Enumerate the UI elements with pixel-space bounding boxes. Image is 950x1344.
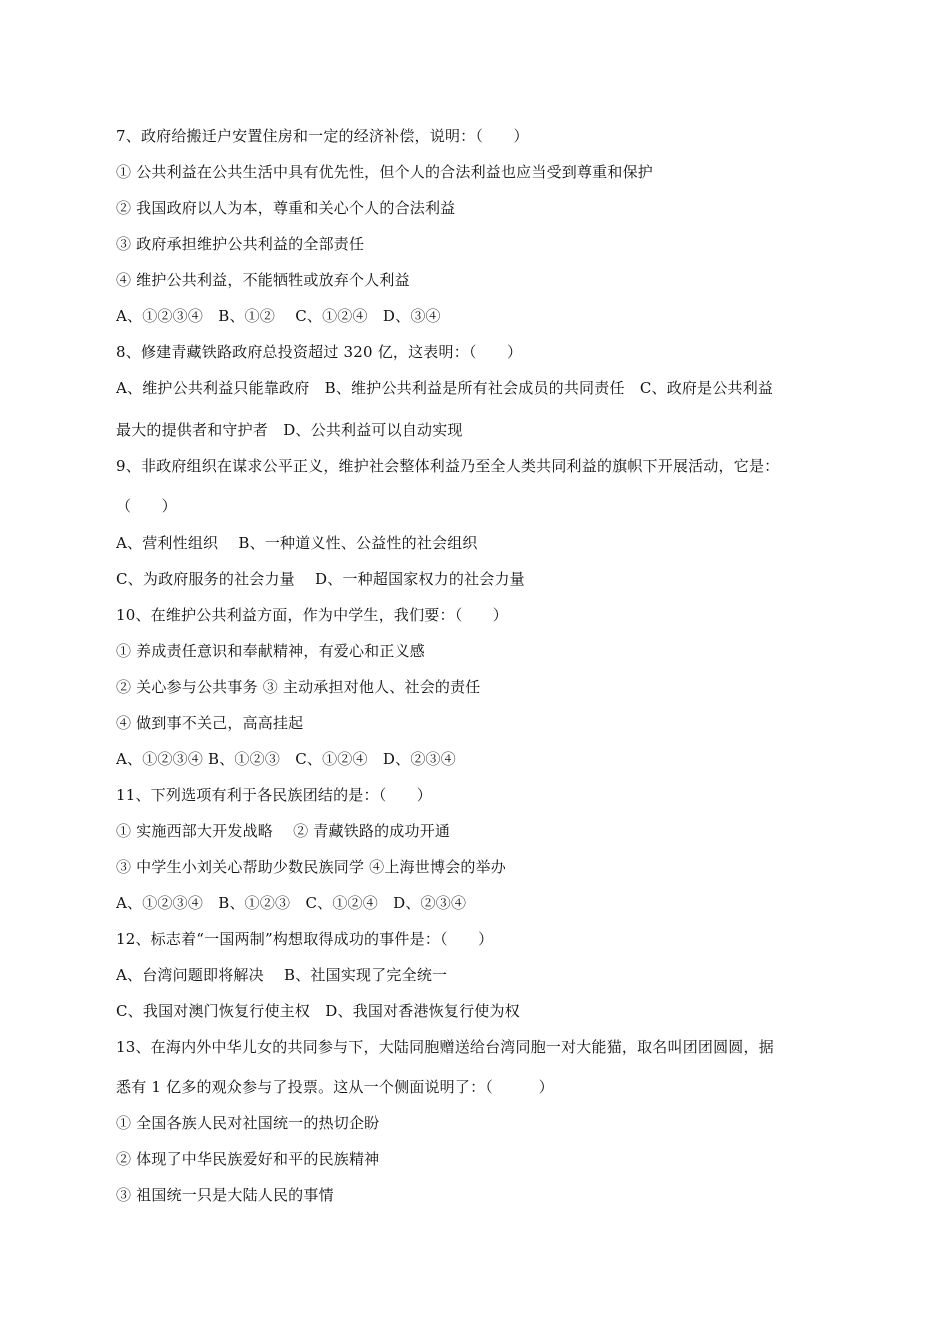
question-7-options: A、①②③④ B、①② C、①②④ D、③④ — [116, 307, 441, 325]
question-11-stem: 11、下列选项有利于各民族团结的是：（ ） — [116, 786, 432, 804]
question-10-stem: 10、在维护公共利益方面，作为中学生，我们要：（ ） — [116, 606, 508, 624]
question-8-options-line-2: 最大的提供者和守护者 D、公共利益可以自动实现 — [116, 421, 463, 439]
question-13-statement-2: ② 体现了中华民族爱好和平的民族精神 — [116, 1150, 380, 1168]
question-13-stem-line-1: 13、在海内外中华儿女的共同参与下，大陆同胞赠送给台湾同胞一对大能猫，取名叫团团圆圆，据 — [116, 1038, 774, 1056]
question-9-answer-blank: （ ） — [116, 497, 177, 515]
question-7-statement-3: ③ 政府承担维护公共利益的全部责任 — [116, 235, 365, 253]
question-7-stem: 7、政府给搬迁户安置住房和一定的经济补偿，说明：（ ） — [116, 127, 529, 145]
question-10-statement-2-3: ② 关心参与公共事务 ③ 主动承担对他人、社会的责任 — [116, 678, 481, 696]
question-8-options-line-1: A、维护公共利益只能靠政府 B、维护公共利益是所有社会成员的共同责任 C、政府是公共利益 — [116, 379, 774, 397]
question-8-stem: 8、修建青藏铁路政府总投资超过 320 亿，这表明：（ ） — [116, 343, 523, 361]
question-10-statement-4: ④ 做到事不关己，高高挂起 — [116, 714, 304, 732]
question-12-options-line-1: A、台湾问题即将解决 B、社国实现了完全统一 — [116, 966, 448, 984]
question-11-options: A、①②③④ B、①②③ C、①②④ D、②③④ — [116, 894, 467, 912]
question-7-statement-2: ② 我国政府以人为本，尊重和关心个人的合法利益 — [116, 199, 456, 217]
question-9-options-line-2: C、为政府服务的社会力量 D、一种超国家权力的社会力量 — [116, 570, 525, 588]
question-12-stem: 12、标志着“一国两制”构想取得成功的事件是：（ ） — [116, 930, 494, 948]
question-9-options-line-1: A、营利性组织 B、一种道义性、公益性的社会组织 — [116, 534, 478, 552]
question-11-statement-3-4: ③ 中学生小刘关心帮助少数民族同学 ④上海世博会的举办 — [116, 858, 506, 876]
question-12-options-line-2: C、我国对澳门恢复行使主权 D、我国对香港恢复行使为权 — [116, 1002, 520, 1020]
question-9-stem: 9、非政府组织在谋求公平正义，维护社会整体利益乃至全人类共同利益的旗帜下开展活动，它是： — [116, 457, 780, 475]
question-13-statement-1: ① 全国各族人民对社国统一的热切企盼 — [116, 1114, 380, 1132]
question-10-options: A、①②③④ B、①②③ C、①②④ D、②③④ — [116, 750, 456, 768]
question-13-stem-line-2: 悉有 1 亿多的观众参与了投票。这从一个侧面说明了：（ ） — [116, 1078, 554, 1096]
question-7-statement-4: ④ 维护公共利益，不能牺牲或放弃个人利益 — [116, 271, 410, 289]
question-13-statement-3: ③ 祖国统一只是大陆人民的事情 — [116, 1186, 334, 1204]
question-11-statement-1-2: ① 实施西部大开发战略 ② 青藏铁路的成功开通 — [116, 822, 451, 840]
question-10-statement-1: ① 养成责任意识和奉献精神，有爱心和正义感 — [116, 642, 425, 660]
question-7-statement-1: ① 公共利益在公共生活中具有优先性，但个人的合法利益也应当受到尊重和保护 — [116, 163, 653, 181]
